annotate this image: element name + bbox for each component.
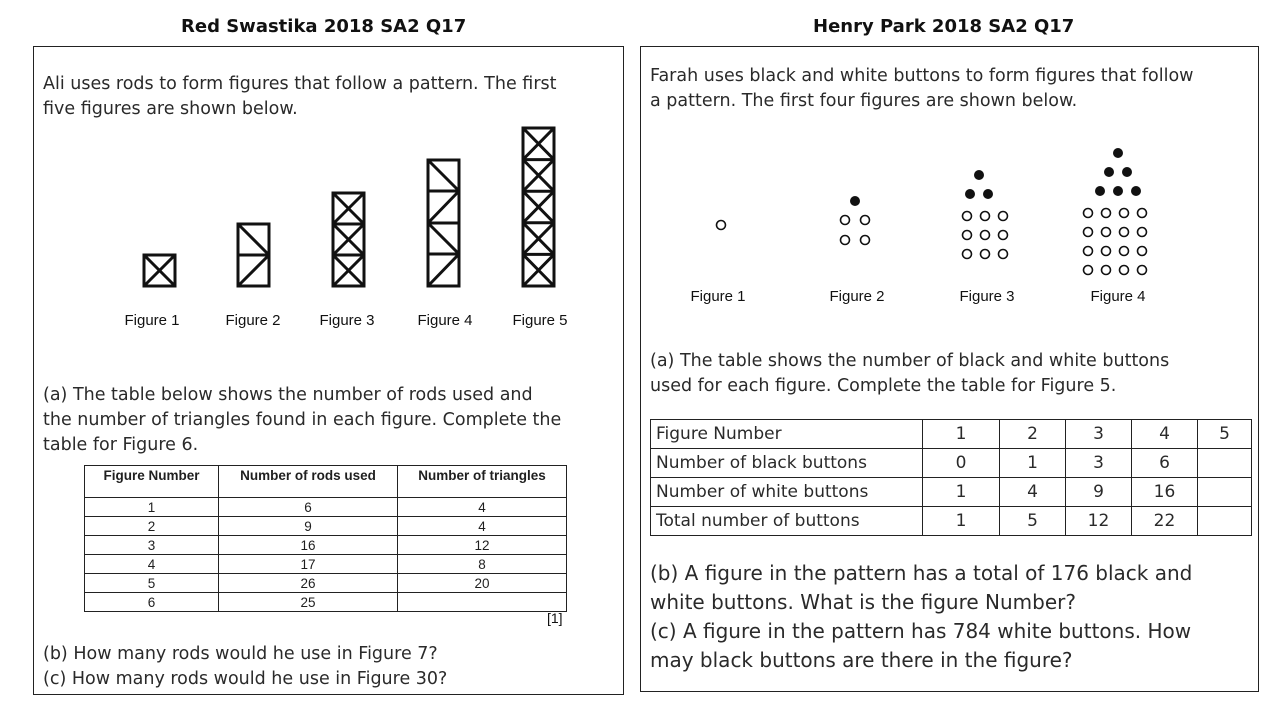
table-cell: 6	[219, 498, 398, 517]
table-cell: 2	[1000, 420, 1066, 449]
left-part-a-text: (a) The table below shows the number of rods used and the number of triangles found in each figure. Complete the table for Figure 6.	[43, 385, 562, 455]
table-row	[85, 555, 567, 574]
table-row	[651, 507, 1252, 536]
rod-figure-4-label: Figure 4	[417, 312, 473, 329]
table-cell: 22	[1132, 507, 1198, 536]
table-cell: 4	[1000, 478, 1066, 507]
rod-figure-4	[428, 160, 459, 286]
table-cell: 26	[219, 574, 398, 593]
table-row	[651, 420, 1252, 449]
table-cell: 12	[1066, 507, 1132, 536]
table-row	[85, 536, 567, 555]
button-figure-2-label: Figure 2	[829, 288, 885, 305]
table-cell: 2	[85, 517, 219, 536]
table-row	[85, 593, 567, 612]
left-intro-text: Ali uses rods to form figures that follow a pattern. The first five figures are shown below.	[43, 74, 557, 119]
right-intro-text: Farah uses black and white buttons to form figures that follow a pattern. The first four figures are shown below.	[650, 66, 1194, 111]
buttons-table	[650, 419, 1252, 536]
answer-cell[interactable]	[1198, 478, 1252, 507]
table-cell: 4	[398, 498, 567, 517]
rod-figure-1	[144, 255, 175, 286]
table-header-row	[85, 466, 567, 498]
right-part-c-text: (c) A figure in the pattern has 784 white buttons. How may black buttons are there in the figure?	[650, 619, 1192, 672]
table-cell: 5	[1198, 420, 1252, 449]
table-cell: 3	[1066, 420, 1132, 449]
table-row	[85, 574, 567, 593]
table-cell: 4	[398, 517, 567, 536]
table-cell: 1	[923, 420, 1000, 449]
table-row	[651, 449, 1252, 478]
table-cell: 1	[85, 498, 219, 517]
table-cell: 16	[219, 536, 398, 555]
rods-triangles-table	[84, 465, 567, 612]
table-cell: 12	[398, 536, 567, 555]
table-cell: 6	[85, 593, 219, 612]
table-cell: 5	[85, 574, 219, 593]
rod-figure-3	[333, 193, 364, 286]
table-cell: 9	[1066, 478, 1132, 507]
marks-label: [1]	[547, 610, 563, 626]
table-header: Number of rods used	[219, 466, 398, 498]
right-question-title: Henry Park 2018 SA2 Q17	[813, 16, 1075, 37]
table-cell: 4	[85, 555, 219, 574]
table-cell: 5	[1000, 507, 1066, 536]
table-row-header: Figure Number	[651, 420, 923, 449]
answer-cell[interactable]	[1198, 507, 1252, 536]
table-cell: 8	[398, 555, 567, 574]
table-row	[651, 478, 1252, 507]
left-question-title: Red Swastika 2018 SA2 Q17	[181, 16, 467, 37]
table-row-header: Number of white buttons	[651, 478, 923, 507]
table-cell: 4	[1132, 420, 1198, 449]
rod-figure-1-label: Figure 1	[124, 312, 180, 329]
table-cell: 9	[219, 517, 398, 536]
left-part-c-text: (c) How many rods would he use in Figure 30?	[43, 669, 448, 689]
right-part-a-text: (a) The table shows the number of black and white buttons used for each figure. Complete the table for Figure 5.	[650, 351, 1170, 396]
table-cell: 0	[923, 449, 1000, 478]
right-part-b-text: (b) A figure in the pattern has a total of 176 black and white buttons. What is the figure Number?	[650, 561, 1193, 614]
button-figure-1-label: Figure 1	[690, 288, 746, 305]
table-row	[85, 517, 567, 536]
table-cell: 20	[398, 574, 567, 593]
left-part-b-text: (b) How many rods would he use in Figure 7?	[43, 644, 438, 664]
table-header: Figure Number	[85, 466, 219, 498]
rod-figure-5	[523, 128, 554, 286]
button-figures	[640, 140, 1259, 280]
table-cell: 6	[1132, 449, 1198, 478]
table-cell: 16	[1132, 478, 1198, 507]
rod-figure-2-label: Figure 2	[225, 312, 281, 329]
rod-figure-2	[238, 224, 269, 286]
table-cell: 1	[923, 507, 1000, 536]
table-cell: 1	[1000, 449, 1066, 478]
table-row-header: Number of black buttons	[651, 449, 923, 478]
rod-figures	[33, 120, 624, 320]
rod-figure-3-label: Figure 3	[319, 312, 375, 329]
table-row-header: Total number of buttons	[651, 507, 923, 536]
table-header: Number of triangles	[398, 466, 567, 498]
table-cell: 17	[219, 555, 398, 574]
button-figure-4-label: Figure 4	[1090, 288, 1146, 305]
table-cell: 3	[85, 536, 219, 555]
rod-figure-5-label: Figure 5	[512, 312, 568, 329]
answer-cell[interactable]	[398, 593, 567, 612]
table-cell: 3	[1066, 449, 1132, 478]
table-cell: 1	[923, 478, 1000, 507]
button-figure-3-label: Figure 3	[959, 288, 1015, 305]
table-cell: 25	[219, 593, 398, 612]
answer-cell[interactable]	[1198, 449, 1252, 478]
table-row	[85, 498, 567, 517]
